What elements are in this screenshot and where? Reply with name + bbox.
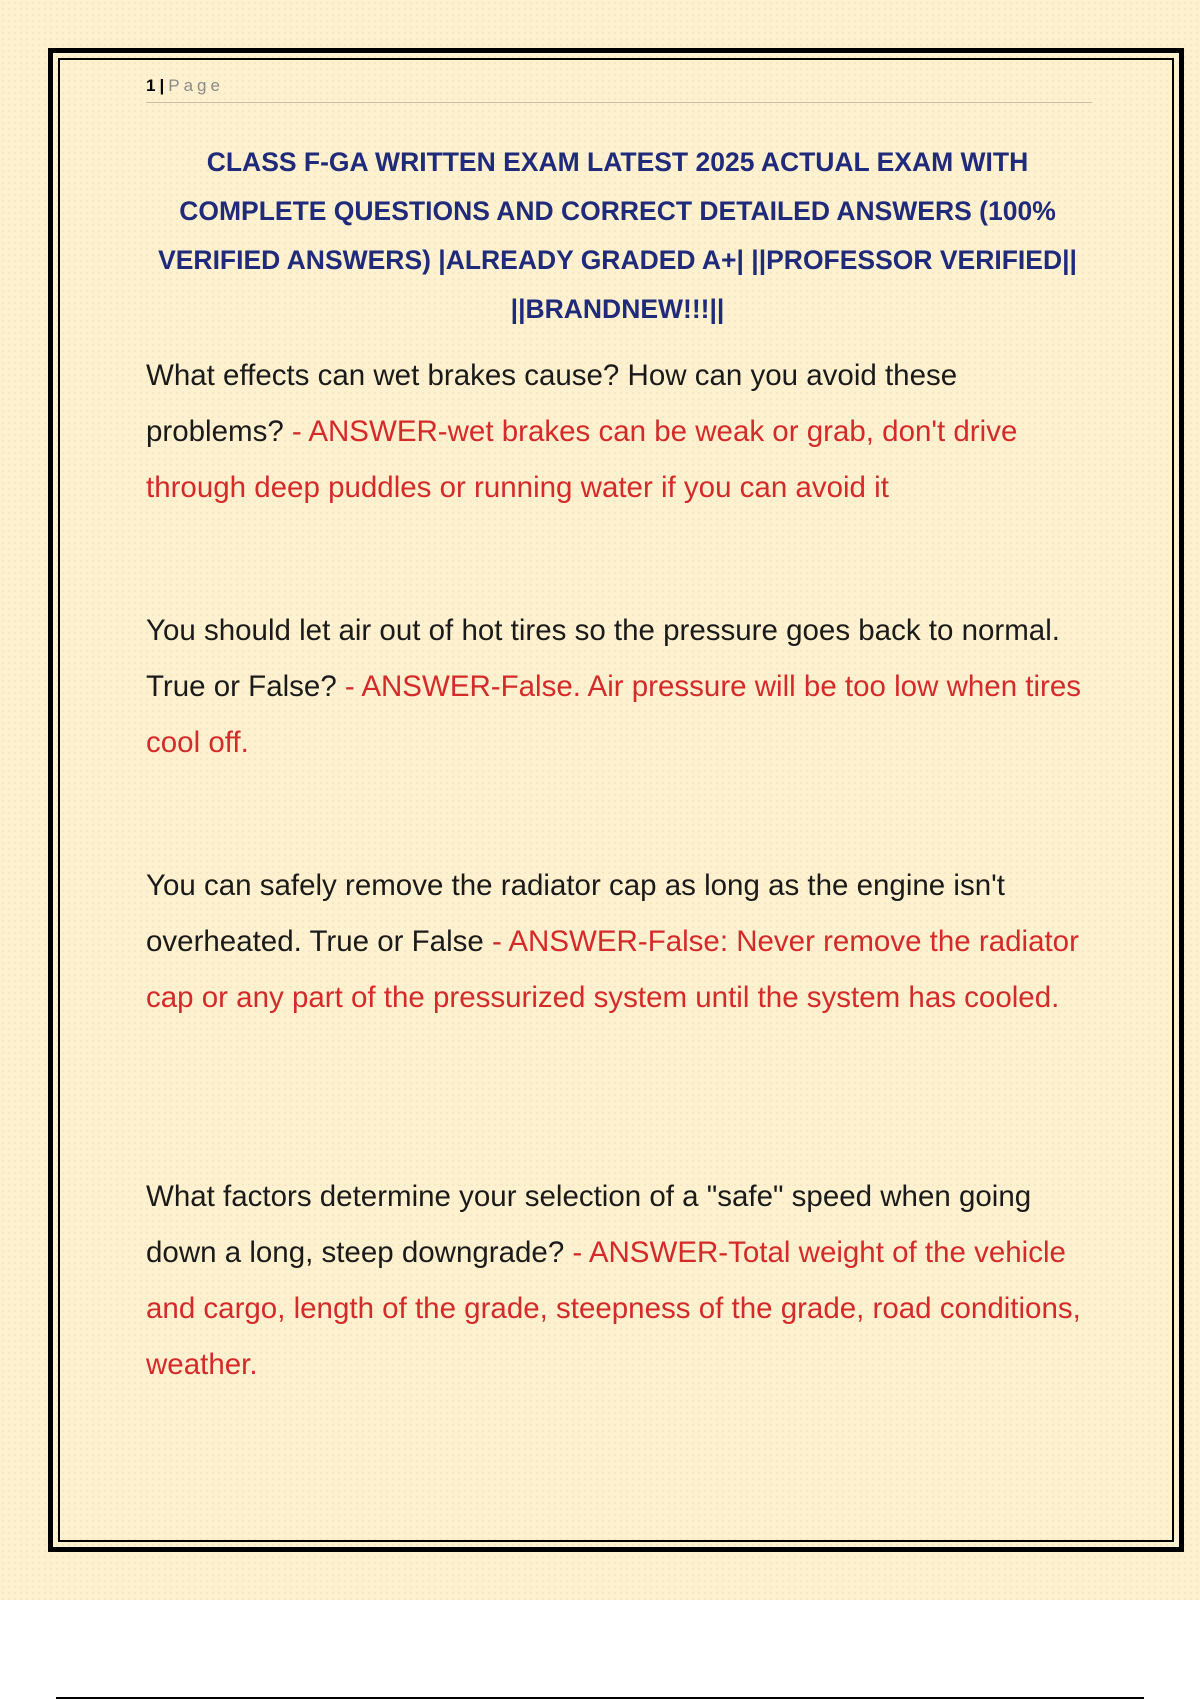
qa-item [146, 348, 1096, 516]
question-text: What factors determine your selection of a "safe" speed when going down a long, steep downgrade? [146, 1180, 1032, 1269]
answer-text: - ANSWER-Total weight of the vehicle and cargo, length of the grade, steepness of the grade, road conditions, weather. [146, 1236, 1081, 1381]
qa-item [146, 858, 1096, 1026]
question-text: You should let air out of hot tires so the pressure goes back to normal. True or False? [146, 614, 1060, 703]
question-text: You can safely remove the radiator cap as long as the engine isn't overheated. True or False [146, 869, 1005, 958]
page-header-separator: | [159, 76, 165, 95]
next-page-divider [56, 1697, 1144, 1699]
question-text: What effects can wet brakes cause? How can you avoid these problems? [146, 359, 958, 448]
qa-item [146, 1169, 1096, 1393]
answer-text: - ANSWER-False. Air pressure will be too low when tires cool off. [146, 670, 1082, 759]
page-header [146, 74, 1092, 103]
document-title: CLASS F-GA WRITTEN EXAM LATEST 2025 ACTUAL EXAM WITH COMPLETE QUESTIONS AND CORRECT DETAILED ANSWERS (100% VERIFIED ANSWERS) |ALREADY GRADED A+| ||PROFESSOR VERIFIED|| ||BRANDNEW!!!|| [158, 147, 1077, 324]
page-number: 1 [146, 76, 156, 95]
answer-text: - ANSWER-wet brakes can be weak or grab, don't drive through deep puddles or running water if you can avoid it [146, 415, 1018, 504]
page-label: Page [168, 76, 224, 95]
answer-text: - ANSWER-False: Never remove the radiator cap or any part of the pressurized system until the system has cooled. [146, 925, 1079, 1014]
qa-item [146, 603, 1096, 771]
